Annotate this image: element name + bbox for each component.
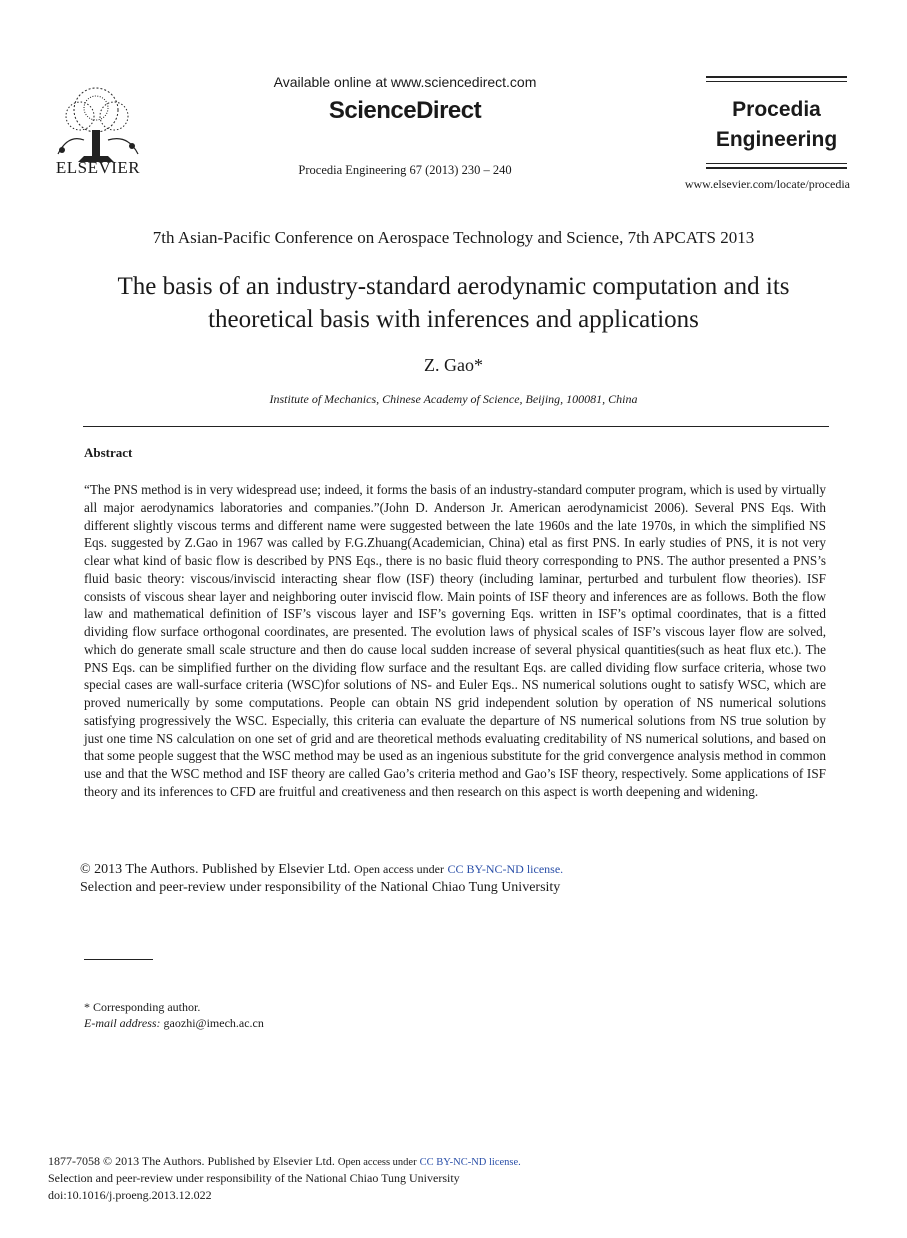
paper-title-line: theoretical basis with inferences and applications bbox=[208, 306, 699, 333]
license-link[interactable]: CC BY-NC-ND license. bbox=[447, 862, 564, 876]
publisher-name: ELSEVIER bbox=[55, 158, 141, 177]
email-address[interactable]: gaozhi@imech.ac.cn bbox=[163, 1016, 264, 1030]
open-access-text: Open access under bbox=[354, 862, 444, 876]
abstract-divider bbox=[83, 426, 829, 427]
abstract-text: “The PNS method is in very widespread use; indeed, it forms the basis of an industry-standard computer program, which is used by virtually all major aerodynamics laboratories and companies.”(John D. Anderson Jr. American aerodynamicist 2006). Several PNS Eqs. With different slightly viscous terms and different name were suggested between the late 1960s and the late 1970s, in which the simplified NS Eqs. suggested by Z.Gao in 1967 was called by F.G.Zhuang(Academician, China) etal as first PNS. In early studies of PNS, it is not very clear what kind of basic flow is described by PNS Eqs., there is no basic fluid theory corresponding to PNS. The author presented a PNS’s fluid basic theory: viscous/inviscid interacting shear flow (ISF) theory (including laminar, perturbed and turbulent flow theories). ISF consists of viscous shear layer and neighboring outer inviscid flow. Main points of ISF theory and inferences are as follows. Both the flow law and mathematical definition of ISF’s viscous layer and ISF’s governing Eqs. written in ISF’s optimal coordinates, that is a fitted dividing flow surface orthogonal coordinates, are presented. The evolution laws of physical scales of ISF’s viscous layer flow are solved, which do generate small scale structure and then do cause local sudden increase of several physical quantities(such as heat flux etc.). The PNS Eqs. can be simplified further on the dividing flow surface and the resultant Eqs. are called dividing flow surface criteria, whose two special cases are wall-surface criteria (WSC)for solutions of NS- and Euler Eqs.. NS numerical solutions ought to satisfy WSC, which are proved numerically by some computations. People can obtain NS grid independent solution by operation of NS numerical solutions satisfying progressively the WSC. Especially, this criteria can evaluate the departure of NS numerical solutions from NS true solution by just one time NS calculation on one set of grid and are theoretical methods evaluating creditability of NS numerical solutions, and based on that some people suggest that the WSC method may be used as an ingenious substitute for the grid convergence analysis method in common use and that the WSC method and ISF theory are called Gao’s criteria method and Gao’s ISF theory, respectively. Some applications of ISF theory and its inferences to CFD are fruitful and creativeness and then research on this aspect is worth deepening and widening. bbox=[84, 482, 827, 799]
paper-title bbox=[60, 270, 847, 336]
paper-title-line: The basis of an industry-standard aerodynamic computation and its bbox=[117, 273, 790, 300]
header-rule bbox=[706, 76, 847, 78]
license-link[interactable]: CC BY-NC-ND license. bbox=[419, 1157, 521, 1168]
email-line bbox=[84, 1016, 264, 1031]
abstract-heading: Abstract bbox=[84, 445, 133, 460]
peer-review-line: Selection and peer-review under responsibility of the National Chiao Tung University bbox=[48, 1171, 460, 1185]
doi-link[interactable]: doi:10.1016/j.proeng.2013.12.022 bbox=[48, 1188, 212, 1202]
journal-name: Procedia Engineering bbox=[715, 98, 838, 151]
conference-name: 7th Asian-Pacific Conference on Aerospace Technology and Science, 7th APCATS 2013 bbox=[152, 228, 755, 247]
issn-copyright-text: 1877-7058 © 2013 The Authors. Published by Elsevier Ltd. bbox=[48, 1154, 335, 1168]
available-online-link[interactable]: Available online at www.sciencedirect.com bbox=[273, 74, 537, 90]
copyright-line bbox=[80, 862, 840, 878]
journal-url-link[interactable]: www.elsevier.com/locate/procedia bbox=[684, 177, 850, 191]
sciencedirect-brand: ScienceDirect bbox=[328, 97, 482, 124]
header-rule bbox=[706, 81, 847, 82]
footnote-divider bbox=[84, 959, 153, 960]
corresponding-author-note: * Corresponding author. bbox=[84, 1000, 201, 1014]
header-rule bbox=[706, 167, 847, 169]
author-affiliation: Institute of Mechanics, Chinese Academy of Science, Beijing, 100081, China bbox=[269, 392, 638, 406]
peer-review-line: Selection and peer-review under responsibility of the National Chiao Tung University bbox=[80, 880, 561, 895]
copyright-text: © 2013 The Authors. Published by Elsevier Ltd. bbox=[80, 862, 351, 877]
email-label: E-mail address: bbox=[84, 1016, 161, 1030]
journal-citation: Procedia Engineering 67 (2013) 230 – 240 bbox=[298, 163, 512, 177]
header-rule bbox=[706, 163, 847, 164]
open-access-text: Open access under bbox=[337, 1157, 417, 1168]
issn-copyright-line bbox=[48, 1154, 848, 1169]
author-name: Z. Gao* bbox=[424, 355, 483, 375]
